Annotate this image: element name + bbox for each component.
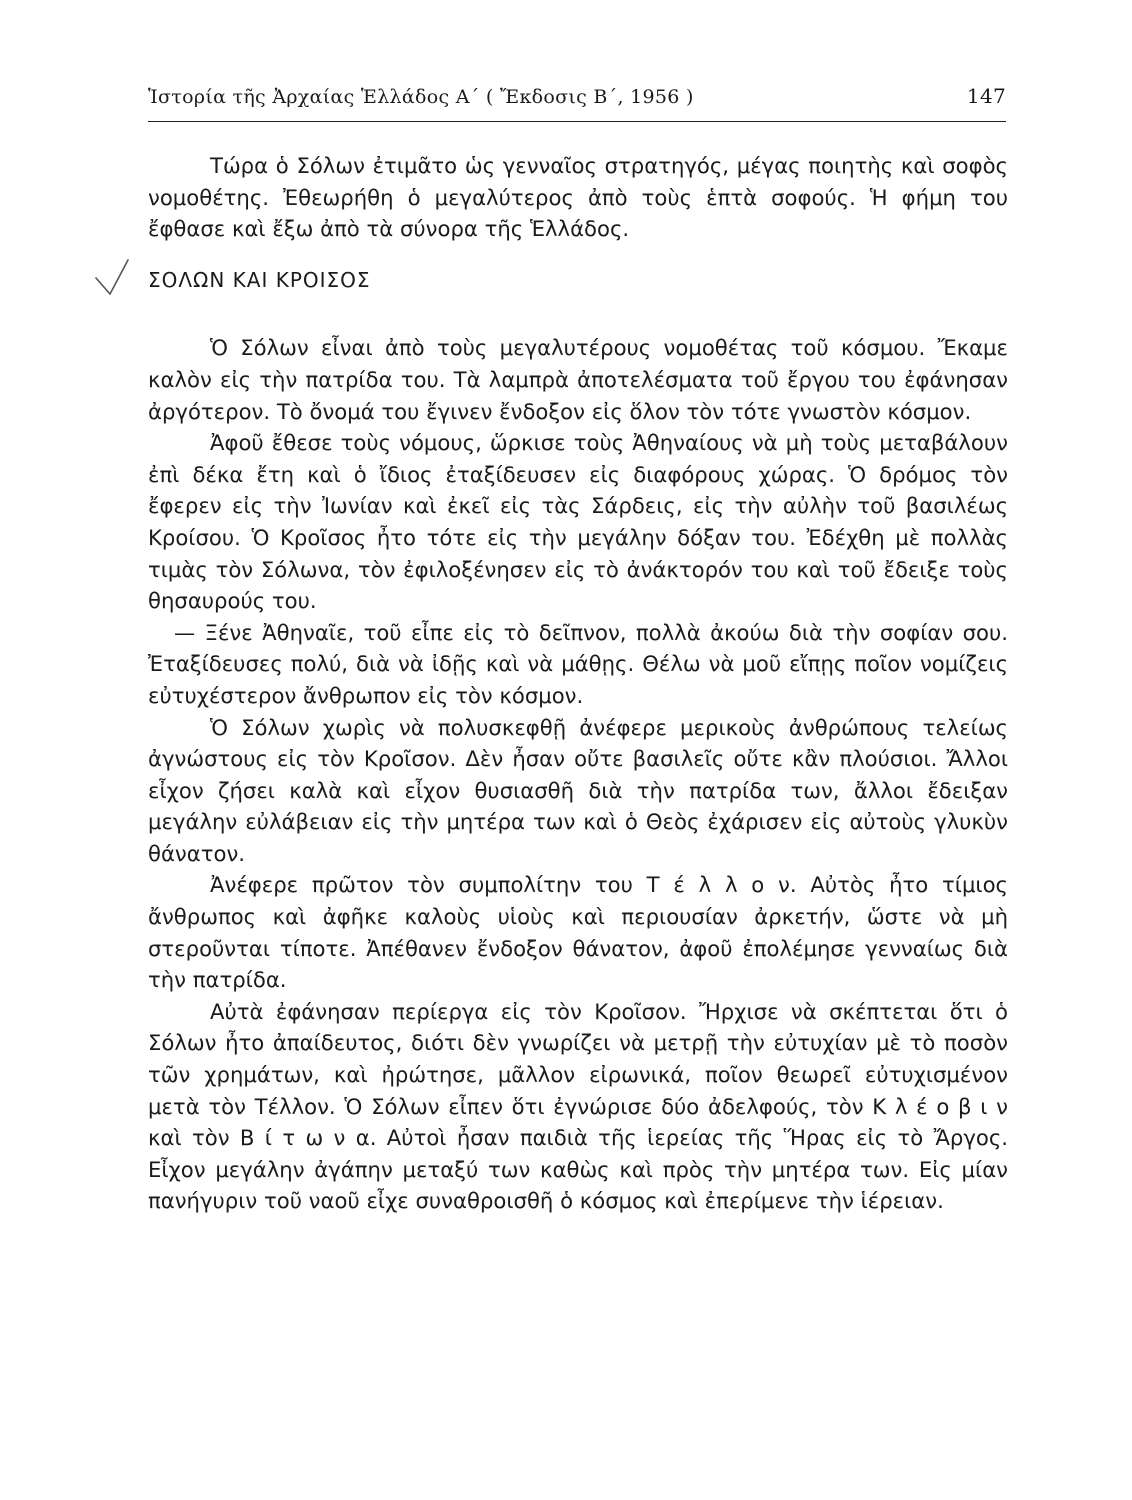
paragraph: Ὁ Σόλων χωρὶς νὰ πολυσκεφθῇ ἀνέφερε μερικοὺς ἀνθρώπους τελείως ἀγνώστους εἰς τὸν Κροῖσον. Δὲν ἦσαν οὔτε βασιλεῖς οὔτε κἂν πλούσιοι. Ἄλλοι εἶχον ζήσει καλὰ καὶ εἶχον θυσιασθῆ διὰ τὴν πατρίδα των, ἄλλοι ἔδειξαν μεγάλην εὐλάβειαν εἰς τὴν μητέρα των καὶ ὁ Θεὸς ἐχάρισεν εἰς αὐτοὺς γλυκὺν θάνατον.	[148, 714, 1008, 866]
paragraph: Ἀνέφερε πρῶτον τὸν συμπολίτην του Τ έ λ λ ο ν. Αὐτὸς ἦτο τίμιος ἄνθρωπος καὶ ἀφῆκε καλοὺς υἱοὺς καὶ περιουσίαν ἀρκετήν, ὥστε νὰ μὴ στεροῦνται τίποτε. Ἀπέθανεν ἔνδοξον θάνατον, ἀφοῦ ἐπολέμησε γενναίως διὰ τὴν πατρίδα.	[148, 872, 1008, 993]
intro-paragraph: Τώρα ὁ Σόλων ἐτιμᾶτο ὡς γενναῖος στρατηγός, μέγας ποιητὴς καὶ σοφὸς νομοθέτης. Ἐθεωρήθη ὁ μεγαλύτερος ἀπὸ τοὺς ἑπτὰ σοφούς. Ἡ φήμη του ἔφθασε καὶ ἔξω ἀπὸ τὰ σύνορα τῆς Ἑλλάδος.	[148, 153, 1008, 242]
handwritten-checkmark-icon	[88, 248, 148, 308]
section-heading: ΣΟΛΩΝ ΚΑΙ ΚΡΟΙΣΟΣ	[148, 267, 371, 292]
paragraph: Αὐτὰ ἐφάνησαν περίεργα εἰς τὸν Κροῖσον. Ἤρχισε νὰ σκέπτεται ὅτι ὁ Σόλων ἦτο ἀπαίδευτος, διότι δὲν γνωρίζει νὰ μετρῇ τὴν εὐτυχίαν μὲ τὸ ποσὸν τῶν χρημάτων, καὶ ἠρώτησε, μᾶλλον εἰρωνικά, ποῖον θεωρεῖ εὐτυχισμένον μετὰ τὸν Τέλλον. Ὁ Σόλων εἶπεν ὅτι ἐγνώρισε δύο ἀδελφούς, τὸν Κ λ έ ο β ι ν καὶ τὸν Β ί τ ω ν α. Αὐτοὶ ἦσαν παιδιὰ τῆς ἱερείας τῆς Ἥρας εἰς τὸ Ἄργος. Εἶχον μεγάλην ἀγάπην μεταξύ των καθὼς καὶ πρὸς τὴν μητέρα των. Εἰς μίαν πανήγυριν τοῦ ναοῦ εἶχε συναθροισθῆ ὁ κόσμος καὶ ἐπερίμενε τὴν ἱέρειαν.	[148, 998, 1008, 1214]
running-title: Ἱστορία τῆς Ἀρχαίας Ἑλλάδος Α΄ ( Ἔκδοσις Β΄, 1956 )	[148, 86, 694, 108]
paragraph: Ἀφοῦ ἔθεσε τοὺς νόμους, ὥρκισε τοὺς Ἀθηναίους νὰ μὴ τοὺς μεταβάλουν ἐπὶ δέκα ἔτη καὶ ὁ ἴδιος ἐταξίδευσεν εἰς διαφόρους χώρας. Ὁ δρόμος τὸν ἔφερεν εἰς τὴν Ἰωνίαν καὶ ἐκεῖ εἰς τὰς Σάρδεις, εἰς τὴν αὐλὴν τοῦ βασιλέως Κροίσου. Ὁ Κροῖσος ἦτο τότε εἰς τὴν μεγάλην δόξαν του. Ἐδέχθη μὲ πολλὰς τιμὰς τὸν Σόλωνα, τὸν ἐφιλοξένησεν εἰς τὸ ἀνάκτορόν του καὶ τοῦ ἔδειξε τοὺς θησαυρούς του.	[148, 430, 1008, 614]
running-header	[148, 84, 1006, 108]
page-body	[148, 150, 1008, 1217]
dialogue-paragraph: — Ξένε Ἀθηναῖε, τοῦ εἶπε εἰς τὸ δεῖπνον, πολλὰ ἀκούω διὰ τὴν σοφίαν σου. Ἐταξίδευσες πολύ, διὰ νὰ ἰδῇς καὶ νὰ μάθῃς. Θέλω νὰ μοῦ εἴπῃς ποῖον νομίζεις εὐτυχέστερον ἄνθρωπον εἰς τὸν κόσμον.	[148, 619, 1008, 708]
paragraph: Ὁ Σόλων εἶναι ἀπὸ τοὺς μεγαλυτέρους νομοθέτας τοῦ κόσμου. Ἔκαμε καλὸν εἰς τὴν πατρίδα του. Τὰ λαμπρὰ ἀποτελέσματα τοῦ ἔργου του ἐφάνησαν ἀργότερον. Τὸ ὄνομά του ἔγινεν ἔνδοξον εἰς ὅλον τὸν τότε γνωστὸν κόσμον.	[148, 335, 1008, 424]
page-number: 147	[966, 84, 1006, 108]
header-rule	[148, 121, 1006, 122]
